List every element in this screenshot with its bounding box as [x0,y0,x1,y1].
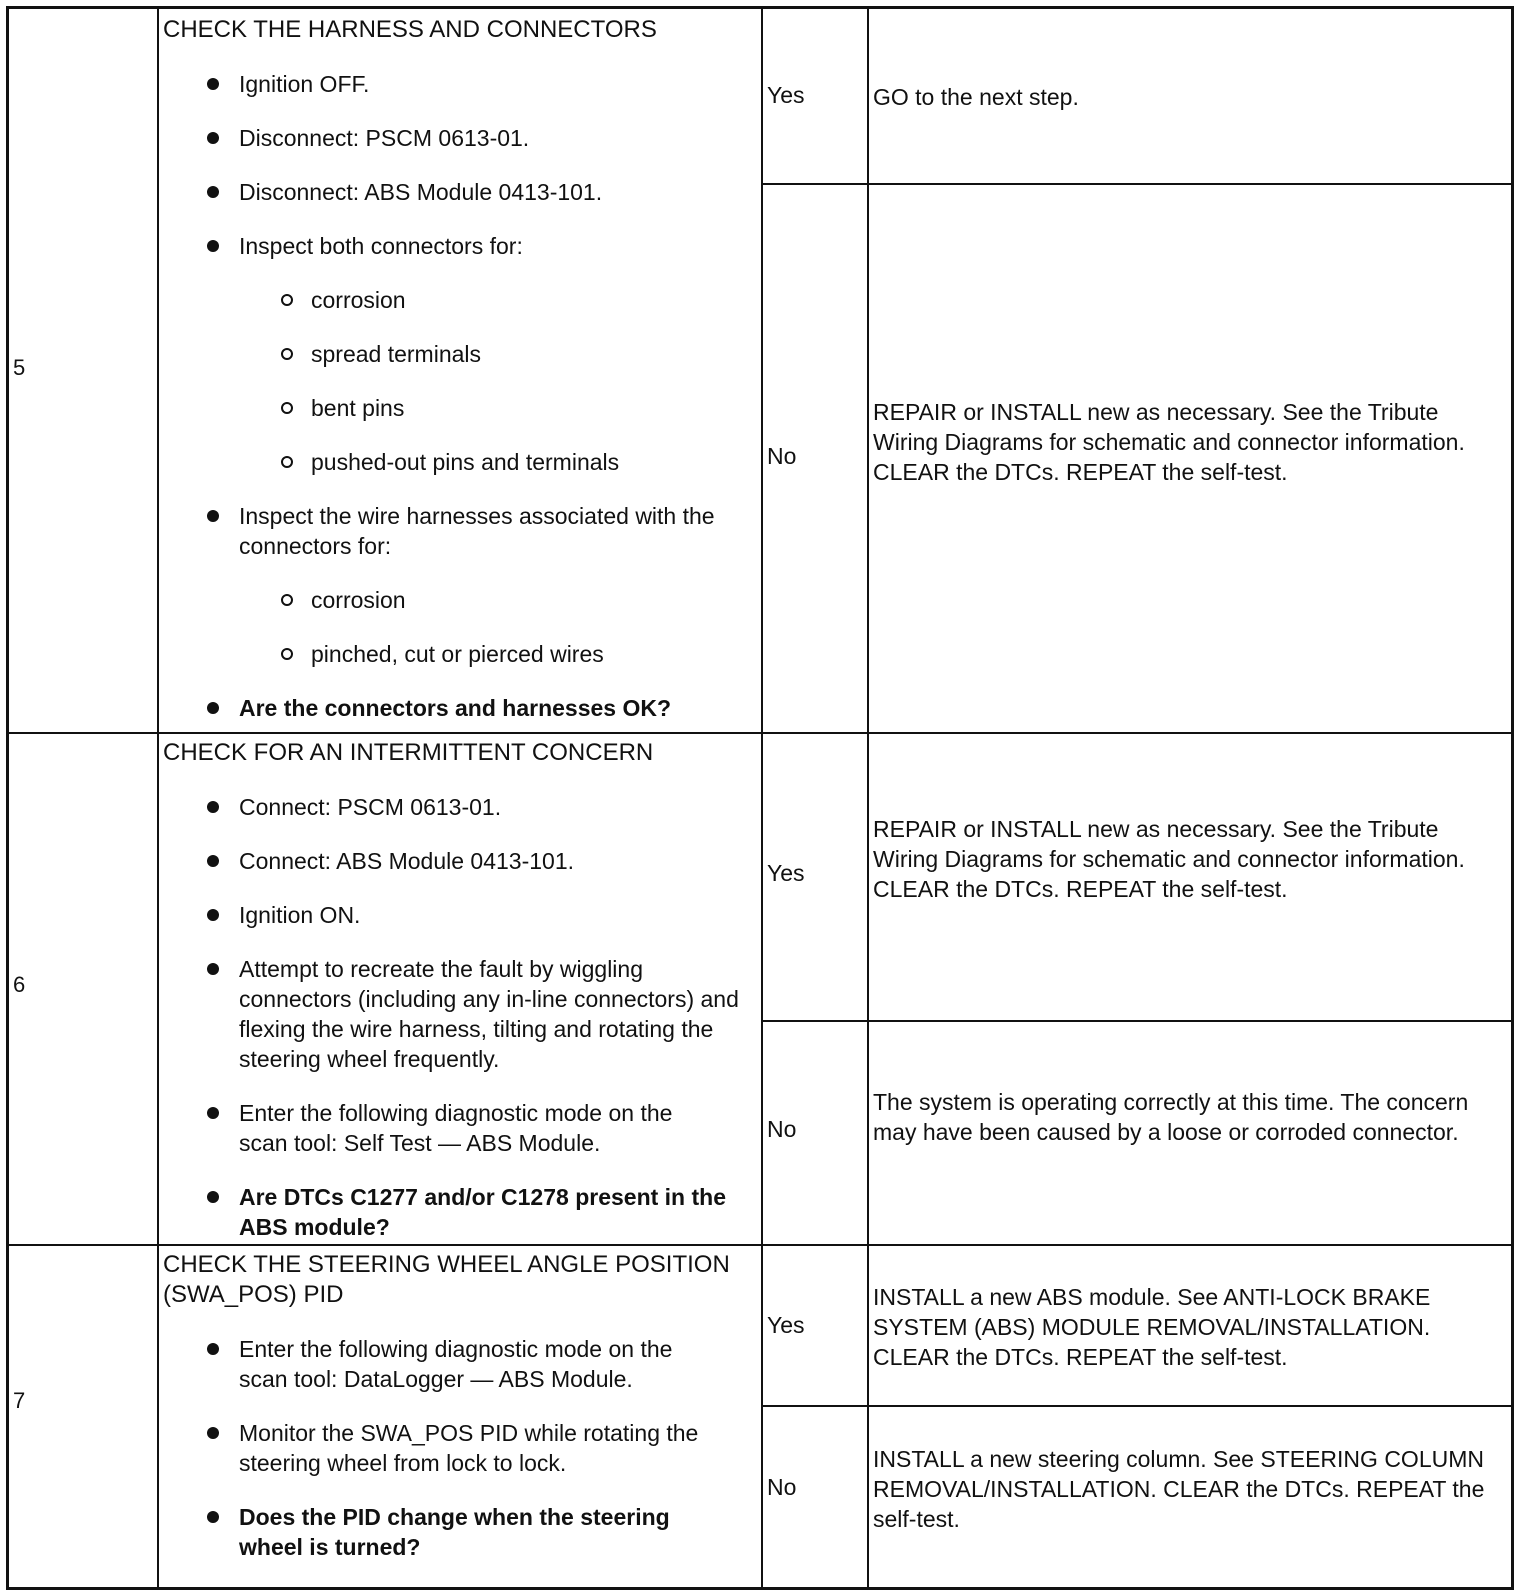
bullet-text: Disconnect: ABS Module 0413-101. [239,179,603,205]
bullet-icon [207,132,219,144]
bullet-icon [207,1107,219,1119]
bullet-text: Connect: PSCM 0613-01. [239,794,502,820]
bullet-text: Inspect the wire harnesses associated with the connectors for: [239,503,715,559]
bullet-text: Ignition ON. [239,902,361,928]
sub-bullet-icon [281,456,293,468]
bullet-icon [207,909,219,921]
action-yes: INSTALL a new ABS module. See ANTI-LOCK BRAKE SYSTEM (ABS) MODULE REMOVAL/INSTALLATION. CLEAR the DTCs. REPEAT the self-test. [873,1284,1431,1370]
bullet-item [163,177,755,207]
bullet-text: Ignition OFF. [239,71,370,97]
step-title: CHECK THE HARNESS AND CONNECTORS [163,16,657,43]
answer-no: No [767,443,797,469]
sub-bullet-text: pushed-out pins and terminals [311,449,620,475]
bullet-icon [207,186,219,198]
bullet-item [163,501,719,561]
action-no: The system is operating correctly at this time. The concern may have been caused by a loose or corroded connector. [873,1089,1469,1145]
question-text: Does the PID change when the steering wheel is turned? [239,1504,670,1560]
bullet-text: Disconnect: PSCM 0613-01. [239,125,530,151]
step-instructions [163,738,755,1242]
answer-no: No [767,1116,797,1142]
bullet-text: Monitor the SWA_POS PID while rotating the steering wheel from lock to lock. [239,1420,699,1476]
sub-bullet-item [163,639,755,669]
bullet-item [163,900,755,930]
answer-yes: Yes [767,1312,805,1338]
step-instructions [163,1250,757,1562]
bullet-item [163,1418,739,1478]
question-text: Are DTCs C1277 and/or C1278 present in the ABS module? [239,1184,726,1240]
step-row-5 [9,9,1511,732]
sub-bullet-text: corrosion [311,587,406,613]
step-number: 7 [13,1388,26,1413]
step-title: CHECK FOR AN INTERMITTENT CONCERN [163,739,654,766]
sub-bullet-item [163,585,755,615]
bullet-icon [207,702,219,714]
question-text: Are the connectors and harnesses OK? [239,695,672,721]
bullet-icon [207,963,219,975]
diagnostic-table [6,6,1514,1590]
sub-bullet-icon [281,594,293,606]
bullet-icon [207,78,219,90]
sub-bullet-icon [281,294,293,306]
question-item [163,693,755,723]
question-item [163,1502,719,1562]
step-row-6 [9,732,1511,1244]
answer-no: No [767,1474,797,1500]
bullet-item [163,954,739,1074]
sub-bullet-icon [281,402,293,414]
action-yes: GO to the next step. [873,84,1079,110]
bullet-item [163,1098,719,1158]
bullet-icon [207,801,219,813]
sub-bullet-item [163,393,755,423]
action-yes: REPAIR or INSTALL new as necessary. See the Tribute Wiring Diagrams for schematic and connector information. CLEAR the DTCs. REPEAT the self-test. [873,816,1465,902]
bullet-item [163,792,755,822]
sub-bullet-item [163,285,755,315]
step-row-7 [9,1244,1511,1587]
bullet-text: Connect: ABS Module 0413-101. [239,848,575,874]
question-item [163,1182,729,1242]
bullet-icon [207,1511,219,1523]
sub-bullet-icon [281,348,293,360]
sub-bullet-icon [281,648,293,660]
bullet-text: Inspect both connectors for: [239,233,523,259]
bullet-text: Enter the following diagnostic mode on the scan tool: Self Test — ABS Module. [239,1100,673,1156]
sub-bullet-item [163,339,755,369]
bullet-item [163,231,755,261]
bullet-item [163,123,755,153]
bullet-icon [207,1343,219,1355]
bullet-item [163,69,755,99]
bullet-icon [207,855,219,867]
answer-yes: Yes [767,82,805,108]
action-no: INSTALL a new steering column. See STEERING COLUMN REMOVAL/INSTALLATION. CLEAR the DTCs. REPEAT the self-test. [873,1446,1485,1532]
bullet-icon [207,1191,219,1203]
bullet-icon [207,510,219,522]
step-instructions [163,15,755,723]
bullet-item [163,1334,719,1394]
bullet-icon [207,1427,219,1439]
sub-bullet-item [163,447,755,477]
sub-bullet-text: pinched, cut or pierced wires [311,641,604,667]
action-no: REPAIR or INSTALL new as necessary. See the Tribute Wiring Diagrams for schematic and connector information. CLEAR the DTCs. REPEAT the self-test. [873,399,1465,485]
answer-yes: Yes [767,860,805,886]
step-number: 5 [13,355,26,380]
sub-bullet-text: corrosion [311,287,406,313]
step-number: 6 [13,972,26,997]
step-title: CHECK THE STEERING WHEEL ANGLE POSITION (SWA_POS) PID [163,1251,730,1308]
sub-bullet-text: spread terminals [311,341,482,367]
bullet-text: Attempt to recreate the fault by wiggling connectors (including any in-line connectors) and flexing the wire harness, tilting and rotating the steering wheel frequently. [239,956,739,1072]
sub-bullet-text: bent pins [311,395,405,421]
bullet-icon [207,240,219,252]
bullet-item [163,846,755,876]
bullet-text: Enter the following diagnostic mode on the scan tool: DataLogger — ABS Module. [239,1336,673,1392]
